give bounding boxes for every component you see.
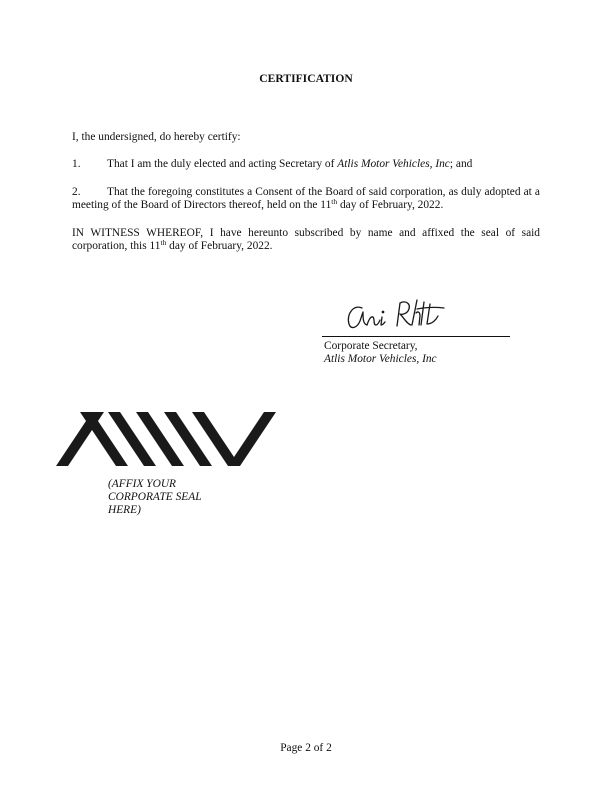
item-2-ordinal: th <box>331 197 338 206</box>
item-1-number: 1. <box>72 158 81 170</box>
affix-line-1: (AFFIX YOUR <box>108 478 177 490</box>
item-2-paragraph <box>72 186 540 212</box>
item-1-paragraph <box>72 158 540 171</box>
item-1-text-end: ; and <box>449 158 473 170</box>
witness-text-end: day of February, 2022. <box>166 240 273 252</box>
document-title: CERTIFICATION <box>259 72 353 85</box>
witness-ordinal: th <box>160 238 167 247</box>
affix-line-2: CORPORATE SEAL <box>108 491 202 503</box>
item-1-company: Atlis Motor Vehicles, Inc <box>337 158 450 170</box>
affix-seal-instruction <box>108 478 248 517</box>
intro-paragraph: I, the undersigned, do hereby certify: <box>72 131 241 143</box>
witness-text: IN WITNESS WHEREOF, I have hereunto subscribed by name and affixed the seal of said corporation, this 11 <box>72 227 540 252</box>
signer-title: Corporate Secretary, <box>324 340 418 352</box>
signer-company: Atlis Motor Vehicles, Inc <box>324 353 437 365</box>
witness-paragraph <box>72 227 540 253</box>
page-number: Page 2 of 2 <box>280 742 332 754</box>
signature-line <box>322 336 510 337</box>
item-1-text: That I am the duly elected and acting Secretary of <box>107 158 338 170</box>
handwritten-signature <box>340 294 452 336</box>
affix-line-3: HERE) <box>108 504 141 516</box>
item-2-number: 2. <box>72 186 81 198</box>
company-logo-seal <box>56 412 280 468</box>
item-2-text-end: day of February, 2022. <box>337 199 444 211</box>
item-2-text: That the foregoing constitutes a Consent of the Board of said corporation, as duly adopted at a meeting of the Board of Directors thereof, held on the 11 <box>72 186 540 211</box>
